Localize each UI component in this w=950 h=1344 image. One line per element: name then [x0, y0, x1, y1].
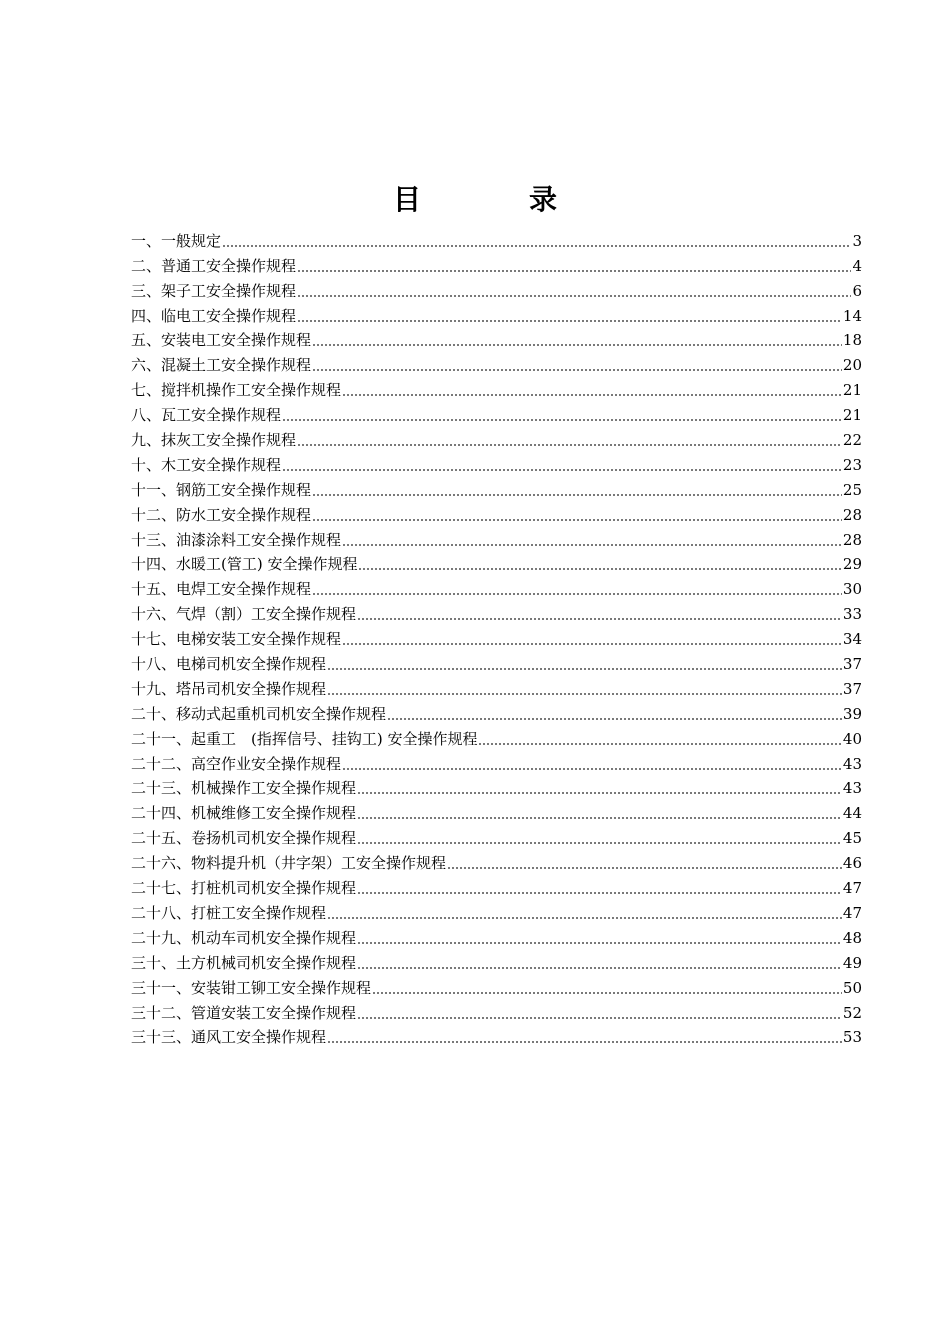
toc-entry-page-number: 33: [842, 605, 862, 624]
toc-dot-leader: [357, 842, 842, 844]
toc-entry[interactable]: [131, 425, 862, 450]
toc-entry-page-number: 25: [842, 480, 862, 499]
toc-entry-page-number: 3: [852, 231, 862, 250]
toc-entry-title: 八、瓦工安全操作规程: [131, 406, 282, 425]
toc-dot-leader: [387, 718, 842, 720]
toc-entry[interactable]: [131, 948, 862, 973]
toc-entry[interactable]: [131, 525, 862, 550]
toc-entry-title: 二十三、机械操作工安全操作规程: [131, 779, 357, 798]
toc-dot-leader: [327, 693, 842, 695]
toc-dot-leader: [447, 867, 842, 869]
toc-entry[interactable]: [131, 823, 862, 848]
toc-dot-leader: [478, 743, 841, 745]
toc-entry-page-number: 39: [842, 704, 862, 723]
toc-entry[interactable]: [131, 251, 862, 276]
toc-dot-leader: [297, 320, 842, 322]
toc-entry-page-number: 14: [842, 306, 862, 325]
toc-entry-title: 二、普通工安全操作规程: [131, 256, 297, 275]
toc-dot-leader: [357, 942, 842, 944]
toc-entry-page-number: 43: [842, 779, 862, 798]
toc-entry[interactable]: [131, 276, 862, 301]
toc-entry-title: 十八、电梯司机安全操作规程: [131, 655, 327, 674]
toc-entry-page-number: 20: [842, 356, 862, 375]
toc-entry[interactable]: [131, 724, 862, 749]
toc-entry-page-number: 37: [842, 679, 862, 698]
toc-dot-leader: [342, 643, 842, 645]
toc-entry[interactable]: [131, 774, 862, 799]
toc-dot-leader: [327, 917, 842, 919]
toc-entry[interactable]: [131, 1023, 862, 1048]
toc-entry-title: 三十、土方机械司机安全操作规程: [131, 953, 357, 972]
toc-entry-title: 二十一、起重工 (指挥信号、挂钩工) 安全操作规程: [131, 729, 478, 748]
toc-entry[interactable]: [131, 898, 862, 923]
toc-entry[interactable]: [131, 973, 862, 998]
toc-entry[interactable]: [131, 599, 862, 624]
toc-entry-page-number: 40: [842, 729, 862, 748]
toc-entry-title: 二十七、打桩机司机安全操作规程: [131, 879, 357, 898]
toc-dot-leader: [312, 494, 842, 496]
toc-dot-leader: [312, 344, 842, 346]
toc-entry[interactable]: [131, 674, 862, 699]
toc-entry-title: 二十五、卷扬机司机安全操作规程: [131, 829, 357, 848]
toc-entry-title: 十三、油漆涂料工安全操作规程: [131, 530, 342, 549]
toc-entry-page-number: 30: [842, 580, 862, 599]
toc-dot-leader: [297, 270, 851, 272]
toc-dot-leader: [327, 668, 842, 670]
toc-entry-title: 二十八、打桩工安全操作规程: [131, 903, 327, 922]
toc-entry[interactable]: [131, 649, 862, 674]
toc-entry[interactable]: [131, 873, 862, 898]
toc-entry-title: 十六、气焊（割）工安全操作规程: [131, 605, 357, 624]
toc-dot-leader: [358, 568, 841, 570]
toc-dot-leader: [372, 992, 842, 994]
toc-entry-page-number: 52: [842, 1003, 862, 1022]
toc-dot-leader: [297, 444, 842, 446]
toc-entry-page-number: 21: [842, 381, 862, 400]
toc-dot-leader: [342, 544, 842, 546]
toc-entry[interactable]: [131, 749, 862, 774]
toc-entry-page-number: 22: [842, 431, 862, 450]
toc-entry-title: 三、架子工安全操作规程: [131, 281, 297, 300]
toc-dot-leader: [297, 295, 851, 297]
toc-entry-page-number: 34: [842, 630, 862, 649]
toc-dot-leader: [312, 593, 842, 595]
toc-entry-title: 十、木工安全操作规程: [131, 455, 282, 474]
toc-entry-title: 二十、移动式起重机司机安全操作规程: [131, 704, 387, 723]
toc-entry-title: 六、混凝土工安全操作规程: [131, 356, 312, 375]
toc-entry-page-number: 49: [842, 953, 862, 972]
toc-entry-page-number: 28: [842, 505, 862, 524]
toc-entry-page-number: 47: [842, 903, 862, 922]
toc-dot-leader: [357, 1017, 842, 1019]
toc-entry-page-number: 48: [842, 928, 862, 947]
toc-entry[interactable]: [131, 450, 862, 475]
toc-entry[interactable]: [131, 848, 862, 873]
toc-dot-leader: [312, 369, 842, 371]
toc-entry-title: 三十一、安装钳工铆工安全操作规程: [131, 978, 372, 997]
toc-entry[interactable]: [131, 998, 862, 1023]
toc-entry-title: 十一、钢筋工安全操作规程: [131, 480, 312, 499]
toc-entry[interactable]: [131, 301, 862, 326]
toc-entry-page-number: 37: [842, 655, 862, 674]
toc-dot-leader: [357, 892, 842, 894]
toc-entry[interactable]: [131, 798, 862, 823]
toc-dot-leader: [312, 519, 842, 521]
toc-entry[interactable]: [131, 574, 862, 599]
toc-entry[interactable]: [131, 699, 862, 724]
toc-entry-page-number: 43: [842, 754, 862, 773]
toc-entry[interactable]: [131, 226, 862, 251]
toc-entry-page-number: 50: [842, 978, 862, 997]
toc-entry-title: 十九、塔吊司机安全操作规程: [131, 679, 327, 698]
toc-entry-title: 二十四、机械维修工安全操作规程: [131, 804, 357, 823]
toc-dot-leader: [357, 618, 842, 620]
toc-entry-page-number: 47: [842, 879, 862, 898]
toc-entry-title: 二十六、物料提升机（井字架）工安全操作规程: [131, 854, 447, 873]
toc-entry-page-number: 4: [852, 256, 862, 275]
toc-entry-page-number: 21: [842, 406, 862, 425]
toc-entry-title: 十七、电梯安装工安全操作规程: [131, 630, 342, 649]
toc-dot-leader: [327, 1041, 842, 1043]
toc-entry-page-number: 44: [842, 804, 862, 823]
toc-entry[interactable]: [131, 923, 862, 948]
toc-entry-title: 二十九、机动车司机安全操作规程: [131, 928, 357, 947]
toc-entry-title: 二十二、高空作业安全操作规程: [131, 754, 342, 773]
toc-entry-page-number: 23: [842, 455, 862, 474]
toc-dot-leader: [357, 792, 842, 794]
toc-dot-leader: [357, 967, 842, 969]
toc-entry-title: 十二、防水工安全操作规程: [131, 505, 312, 524]
toc-entry-title: 五、安装电工安全操作规程: [131, 331, 312, 350]
toc-entry[interactable]: [131, 624, 862, 649]
toc-entry-page-number: 6: [852, 281, 862, 300]
toc-entry[interactable]: [131, 475, 862, 500]
toc-entry-title: 十四、水暖工(管工) 安全操作规程: [131, 555, 358, 574]
toc-dot-leader: [282, 469, 842, 471]
toc-entry-page-number: 53: [842, 1028, 862, 1047]
toc-entry[interactable]: [131, 400, 862, 425]
toc-entry-title: 七、搅拌机操作工安全操作规程: [131, 381, 342, 400]
toc-entry[interactable]: [131, 500, 862, 525]
toc-entry-page-number: 29: [842, 555, 862, 574]
toc-title: 目 录: [392, 183, 597, 216]
toc-dot-leader: [222, 245, 851, 247]
toc-entry-page-number: 46: [842, 854, 862, 873]
toc-dot-leader: [282, 419, 842, 421]
toc-entry-title: 四、临电工安全操作规程: [131, 306, 297, 325]
toc-entry-page-number: 18: [842, 331, 862, 350]
toc-entry-title: 十五、电焊工安全操作规程: [131, 580, 312, 599]
table-of-contents: [131, 226, 862, 1047]
toc-entry-title: 一、一般规定: [131, 231, 222, 250]
toc-dot-leader: [342, 394, 842, 396]
toc-entry-title: 三十三、通风工安全操作规程: [131, 1028, 327, 1047]
toc-entry[interactable]: [131, 375, 862, 400]
toc-entry[interactable]: [131, 350, 862, 375]
toc-dot-leader: [342, 768, 842, 770]
toc-entry[interactable]: [131, 550, 862, 575]
toc-entry-page-number: 45: [842, 829, 862, 848]
toc-entry-page-number: 28: [842, 530, 862, 549]
toc-entry-title: 三十二、管道安装工安全操作规程: [131, 1003, 357, 1022]
toc-entry[interactable]: [131, 326, 862, 351]
toc-dot-leader: [357, 817, 842, 819]
toc-entry-title: 九、抹灰工安全操作规程: [131, 431, 297, 450]
